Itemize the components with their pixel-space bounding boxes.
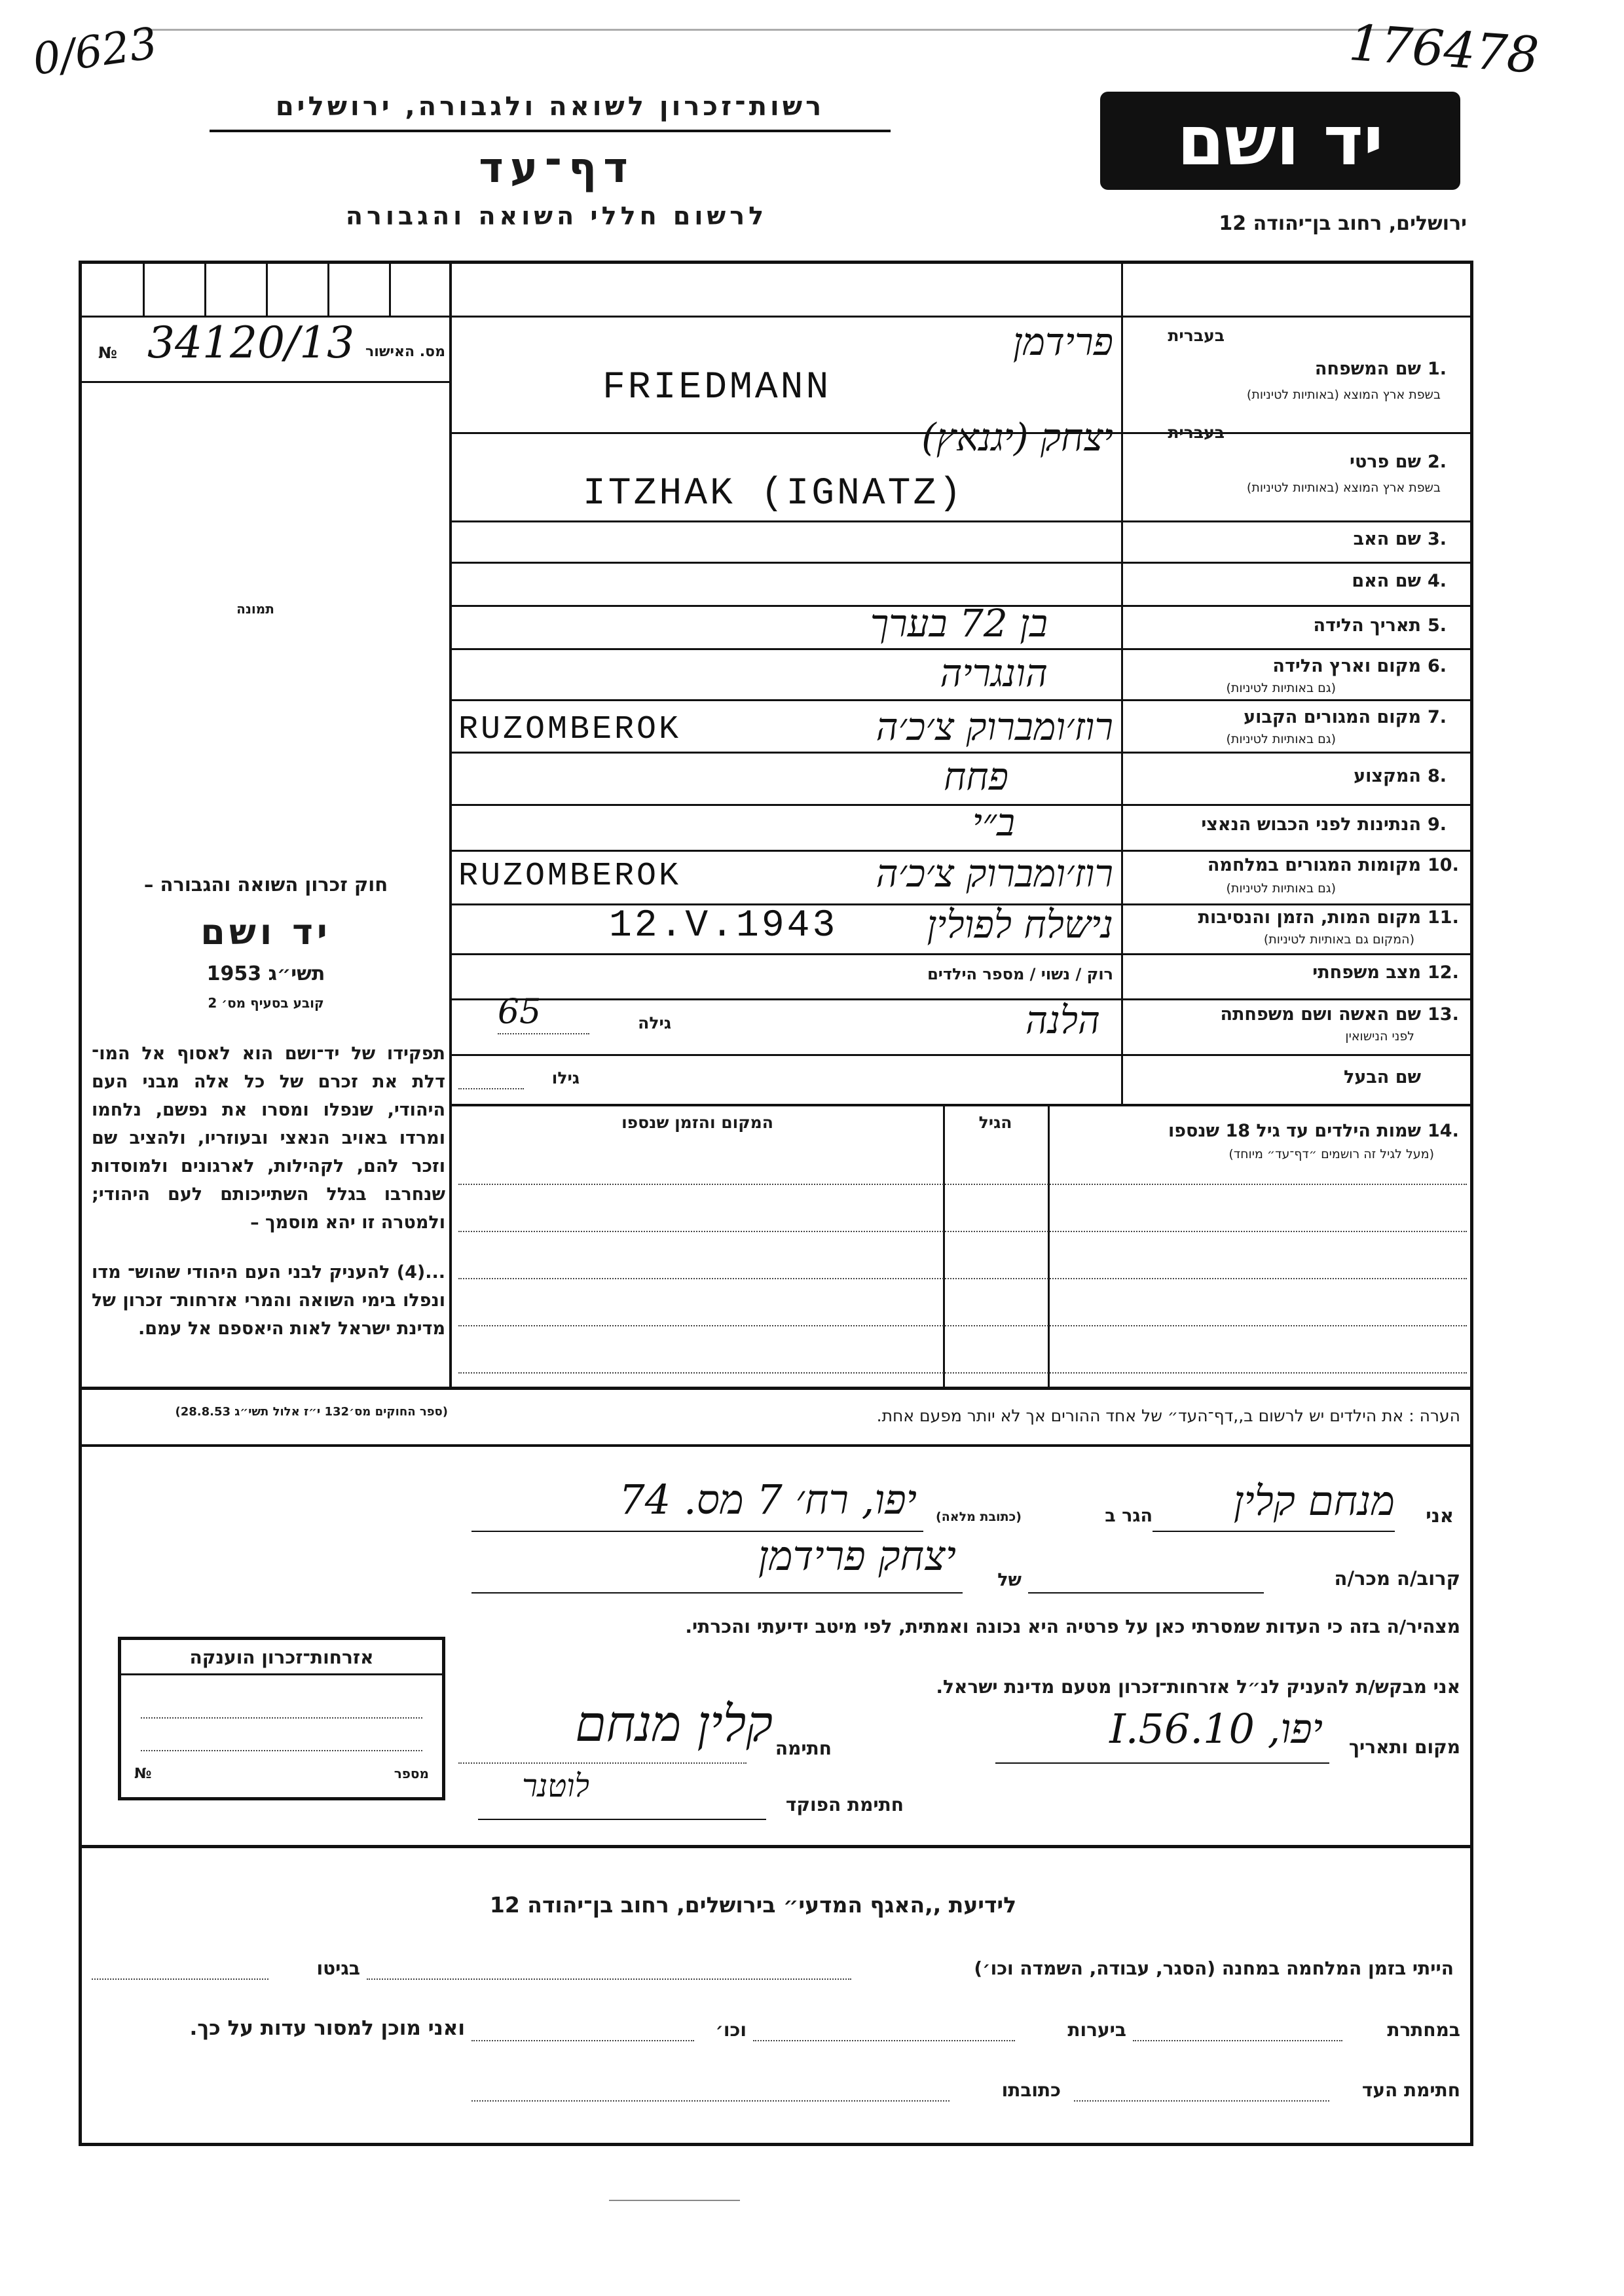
decl-place-date-value: יפו, 10.I.56 <box>1109 1705 1323 1753</box>
row-sep-6 <box>452 699 1471 701</box>
field-1-sub-top: בעברית <box>1168 326 1225 345</box>
header-address: ירושלים, רחוב בן־יהודה 12 <box>1219 212 1467 235</box>
decl-resides-label: הגר ב <box>1105 1506 1153 1526</box>
field-8-num: 8. <box>1428 766 1447 786</box>
field-7-value-latin: RUZOMBEROK <box>458 711 682 748</box>
row-sep-2 <box>452 520 1471 522</box>
bottom-mark <box>609 2200 740 2201</box>
decl-official-signature-line <box>478 1819 766 1820</box>
footer-line2-a: במחתרת <box>1387 2019 1460 2041</box>
footer-line2-c-dots <box>471 2040 694 2041</box>
field-13-age-label: גילה <box>638 1013 671 1032</box>
footer-line2-a-dots <box>1133 2040 1342 2041</box>
decl-address-value: יפו, רח׳ 7 מס. 74 <box>619 1476 917 1523</box>
field-7-value: רוז׳ומברוק צ׳כ׳ה <box>876 704 1113 749</box>
field-10-value-latin: RUZOMBEROK <box>458 858 682 895</box>
field-1-value-latin: FRIEDMANN <box>602 367 832 409</box>
field-13-label: שם האשה ושם משפחתה <box>1220 1004 1421 1025</box>
footer-top-line <box>81 1845 1471 1848</box>
footer-line2-d: ואני מוכן למסור עדות על כך. <box>189 2016 465 2040</box>
top-strip-boxes <box>81 263 449 316</box>
children-col-divider-2 <box>943 1105 945 1387</box>
field-2-sub: בשפת ארץ המוצא (באותיות לטיניות) <box>1246 481 1441 495</box>
law-citation: (ספר החוקים מס׳132 י״ז אלול תשי״ג 28.8.53) <box>175 1405 448 1419</box>
field-13-age-value: 65 <box>498 993 542 1032</box>
note-top-line <box>81 1387 1471 1390</box>
field-6-value: הונגריה <box>940 651 1048 695</box>
footer-line2-c: וכו׳ <box>715 2019 747 2041</box>
children-num: 14. <box>1428 1121 1459 1141</box>
field-7-label: מקום המגורים הקבוע <box>1244 707 1421 727</box>
husband-age-label: גילו <box>551 1068 580 1087</box>
photo-label: תמונה <box>236 601 274 617</box>
field-10-sub: (גם באותיות לטיניות) <box>1226 881 1336 896</box>
field-2-num: 2. <box>1428 452 1447 472</box>
children-row-line-3 <box>458 1278 1467 1279</box>
husband-label: שם הבעל <box>1343 1067 1421 1087</box>
children-row-line-4 <box>458 1325 1467 1326</box>
law-year: תשי״ג 1953 <box>206 962 325 985</box>
field-2-sub-top: בעברית <box>1168 423 1225 442</box>
footer-line1-dots <box>367 1978 851 1980</box>
decl-official-signature-label: חתימת הפוקד <box>785 1794 904 1815</box>
footer-line2-b: ביערות <box>1067 2019 1126 2041</box>
field-8-label: המקצוע <box>1354 766 1421 786</box>
note-bottom-line <box>81 1444 1471 1447</box>
footer-line1-b-dots <box>92 1978 268 1980</box>
decl-place-date-label: מקום ותאריך <box>1348 1736 1460 1758</box>
field-6-label: מקום וארץ הלידה <box>1272 656 1421 676</box>
law-name: יד ושם <box>200 911 331 953</box>
field-12-num: 12. <box>1428 962 1459 983</box>
approval-underline <box>81 381 449 383</box>
children-label: שמות הילדים עד גיל 18 שנספו <box>1168 1121 1421 1141</box>
decl-signature-label: חתימה <box>775 1738 832 1759</box>
citizenship-number-sign: № <box>134 1766 152 1782</box>
field-11-sub: (המקום גם באותיות לטיניות) <box>1263 932 1414 947</box>
row-sep-5 <box>452 648 1471 650</box>
form-title: דף־עד <box>479 144 635 192</box>
husband-age-line <box>458 1088 524 1089</box>
footer-line3-b-dots <box>471 2100 950 2102</box>
field-2-label: שם פרטי <box>1350 452 1421 472</box>
row-sep-13 <box>452 1054 1471 1056</box>
decl-place-date-line <box>995 1762 1329 1764</box>
field-3-num: 3. <box>1428 529 1447 549</box>
decl-statement: מצהיר/ה בזה כי העדות שמסרתי כאן על פרטיה היא נכונה ואמתית, לפי מיטב ידיעתי והכרתי. <box>685 1616 1460 1637</box>
row-sep-11 <box>452 953 1471 955</box>
left-column-divider <box>449 261 452 1387</box>
law-text-1: תפקידו של יד־ושם הוא לאסוף אל המו־ דלת את זכרם של כל אלה מבני העם היהודי, שנפלו ומסרו את נפשם, נלחמו ומרדו באויב הנאצי ובעוזריו, ולהציב שם וזכר להם, לקהילות, לארגונים ולמוסדות שנחרבו בגלל השתייכותם לעם היהודי; ולמטרה זו יהא מוסמך – <box>92 1044 445 1233</box>
yad-vashem-logo <box>1100 92 1460 190</box>
children-col-place: המקום והזמן שנספו <box>621 1113 773 1132</box>
row-sep-7 <box>452 752 1471 754</box>
field-13-num: 13. <box>1428 1004 1459 1025</box>
top-strip-line <box>452 316 1471 318</box>
citizenship-box <box>118 1637 445 1800</box>
field-1-num: 1. <box>1428 359 1447 379</box>
field-1-sub: בשפת ארץ המוצא (באותיות לטיניות) <box>1246 388 1441 402</box>
record-number: 176478 <box>1347 12 1541 85</box>
field-10-label: מקומות המגורים במלחמה <box>1207 855 1421 875</box>
children-row-line-2 <box>458 1231 1467 1232</box>
field-5-value: בן 72 בערך <box>870 601 1048 646</box>
field-4-label: שם האם <box>1352 571 1421 591</box>
field-13-value: הלנה <box>1025 998 1100 1042</box>
field-12-label: מצב משפחתי <box>1312 962 1421 983</box>
field-1-label: שם המשפחה <box>1314 359 1421 379</box>
field-8-value: פחח <box>943 754 1008 799</box>
citizenship-number-label: מספר <box>394 1766 429 1781</box>
children-row-line-5 <box>458 1372 1467 1374</box>
field-7-sub: (גם באותיות לטיניות) <box>1226 732 1336 746</box>
row-sep-14 <box>452 1104 1471 1106</box>
field-9-label: הנתינות לפני הכבוש הנאצי <box>1201 814 1421 835</box>
footer-line1-b: בגיטו <box>316 1958 360 1979</box>
field-2-value-latin: ITZHAK (IGNATZ) <box>583 473 965 515</box>
decl-relative-line-a <box>1028 1592 1264 1594</box>
decl-i-label: אני <box>1426 1504 1454 1527</box>
note-text: הערה : את הילדים יש לרשום ב,,דף־העד״ של אחד ההורים אך לא יותר מפעם אחת. <box>876 1406 1460 1425</box>
footer-line3-b: כתובתו <box>1001 2079 1061 2101</box>
law-title: חוק זכרון השואה והגבורה – <box>143 873 388 896</box>
label-column-divider <box>1121 261 1123 1105</box>
field-11-value-date: 12.V.1943 <box>609 905 838 947</box>
archive-number: 0/623 <box>29 18 160 85</box>
approval-no-sign: № <box>98 344 117 362</box>
decl-signature-value: קלין מנחם <box>575 1694 773 1753</box>
footer-title: לידיעת ,,האגף המדעי״ בירושלים, רחוב בן־יהודה 12 <box>489 1892 1017 1918</box>
field-3-label: שם האב <box>1353 529 1421 549</box>
law-text-2: ...(4) להעניק לבני העם היהודי שהוש־ מדו ונפלו בימי השואה והמרי אזרחות־ זכרון של מדינת ישראל לאות היאספם אל עמם. <box>92 1262 445 1339</box>
top-scan-edge <box>138 29 1434 31</box>
decl-of-label: של <box>997 1570 1022 1590</box>
decl-full-address-label: (כתובת מלאה) <box>936 1510 1022 1524</box>
decl-relative-label: קרוב/ה מכר/ה <box>1334 1567 1460 1590</box>
authority-line: רשות־זכרון לשואה ולגבורה, ירושלים <box>275 92 825 122</box>
field-1-value-he: פרידמן <box>1012 319 1113 364</box>
decl-name-line <box>1153 1531 1395 1532</box>
decl-signature-line <box>458 1762 747 1764</box>
decl-name-value: מנחם קלין <box>1233 1477 1395 1525</box>
footer-line3-a: חתימת העד <box>1361 2079 1460 2101</box>
citizenship-box-title: אזרחות־זכרון הוענקה <box>121 1647 442 1675</box>
authority-underline <box>210 130 891 132</box>
field-7-num: 7. <box>1428 707 1447 727</box>
field-12-options: רוק / נשוי / מספר הילדים <box>927 965 1113 983</box>
field-5-num: 5. <box>1428 615 1447 636</box>
decl-relative-value: יצחק פרידמן <box>758 1532 956 1580</box>
approval-number: 34120/13 <box>147 318 355 368</box>
field-6-sub: (גם באותיות לטיניות) <box>1226 681 1336 695</box>
field-5-label: תאריך הלידה <box>1313 615 1421 636</box>
field-10-num: 10. <box>1428 855 1459 875</box>
row-sep-3 <box>452 562 1471 564</box>
field-13-age-line <box>498 1033 589 1034</box>
field-6-num: 6. <box>1428 656 1447 676</box>
approval-label: מס. האישור <box>365 344 445 360</box>
citizenship-line-1 <box>141 1717 422 1719</box>
field-9-value: ב״י <box>972 800 1015 845</box>
field-4-num: 4. <box>1428 571 1447 591</box>
decl-relative-line-b <box>471 1592 963 1594</box>
children-row-line-1 <box>458 1184 1467 1185</box>
children-sub: (מעל לגיל זה רושמים ״דף־עד״ מיוחד) <box>1228 1147 1434 1161</box>
logo-text: יד ושם <box>1177 101 1384 181</box>
form-subtitle: לרשום חללי השואה והגבורה <box>345 202 768 230</box>
field-11-value: נישלח לפולין <box>927 902 1113 947</box>
field-2-value-he: יצחק (יגנאץ) <box>921 415 1113 460</box>
children-col-age: הגיל <box>978 1113 1012 1132</box>
citizenship-line-2 <box>141 1750 422 1751</box>
decl-official-signature-value: לוטנר <box>522 1768 589 1804</box>
decl-request: אני מבקש/ת להעניק לנ״ל אזרחות־זכרון מטעם מדינת ישראל. <box>936 1676 1460 1698</box>
footer-line3-a-dots <box>1074 2100 1329 2102</box>
footer-line2-b-dots <box>753 2040 1015 2041</box>
children-col-divider-1 <box>1048 1105 1050 1387</box>
field-11-num: 11. <box>1428 907 1459 928</box>
field-9-num: 9. <box>1428 814 1447 835</box>
field-13-sub: לפני הנישואין <box>1345 1029 1414 1044</box>
field-11-label: מקום המות, הזמן והנסיבות <box>1198 907 1421 928</box>
footer-line1-a: הייתי בזמן המלחמה במחנה (הסגר, עבודה, השמדה וכו׳) <box>974 1958 1454 1979</box>
field-10-value: רוז׳ומברוק צ׳כ׳ה <box>876 851 1113 896</box>
law-clause: קובע בסעיף מס׳ 2 <box>208 995 324 1011</box>
